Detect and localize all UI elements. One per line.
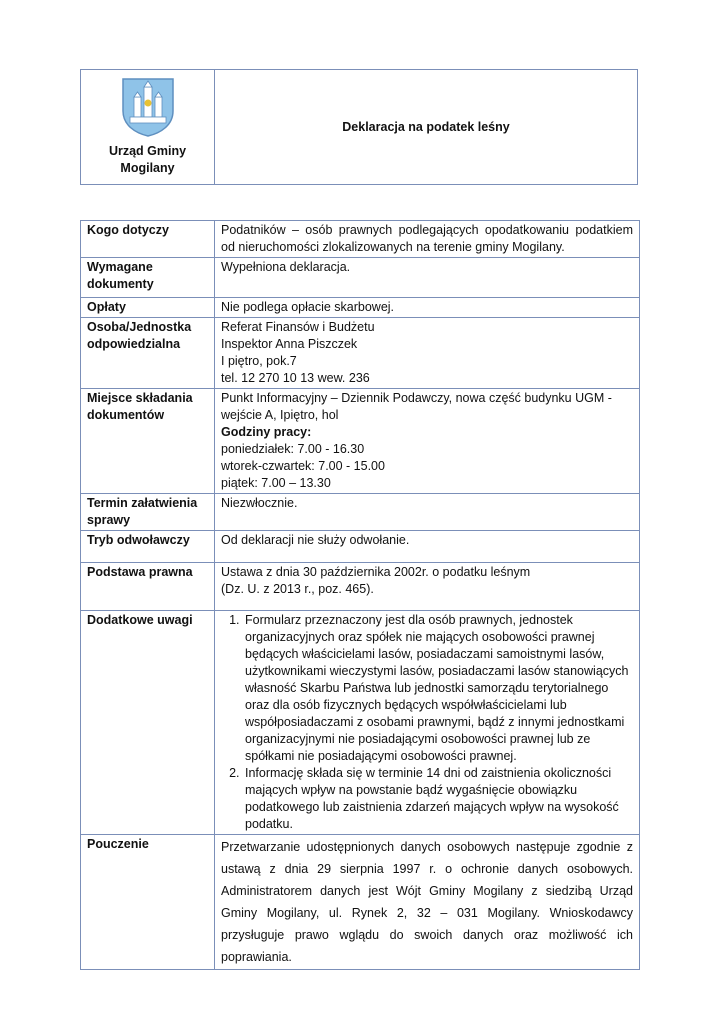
org-name-line1: Urząd Gminy <box>108 144 187 158</box>
podstawa-value <box>215 563 640 611</box>
osoba-label <box>81 318 215 389</box>
godziny-line: poniedziałek: 7.00 - 16.30 <box>221 442 365 456</box>
wymagane-label-line1: Wymagane <box>87 260 153 274</box>
godziny-line: piątek: 7.00 – 13.30 <box>221 476 331 490</box>
godziny-line: wtorek-czwartek: 7.00 - 15.00 <box>221 459 385 473</box>
tryb-value: Od deklaracji nie służy odwołanie. <box>215 531 640 563</box>
table-row <box>81 531 640 563</box>
list-item: 1. Formularz przeznaczony jest dla osób prawnych, jednostek organizacyjnych oraz spółek nie mających osobowości prawnej będących właścicielami lasów, posiadaczami samoistnymi lasów, użytkownikami wieczystymi lasów, posiadaczami lasów stanowiących własność Skarbu Państwa lub jednostki samorządu terytorialnego oraz dla osób fizycznych będących współwłaścicielami lub współposiadaczami z osobami prawnymi, bądź z innymi jednostkami organizacyjnymi nie posiadającymi osobowości prawnej lub ze spółkami nie posiadającymi osobowości prawnej. <box>243 612 633 765</box>
table-row <box>81 835 640 970</box>
miejsce-line: wejście A, Ipiętro, hol <box>221 408 339 422</box>
termin-label <box>81 494 215 531</box>
oplaty-value: Nie podlega opłacie skarbowej. <box>215 298 640 318</box>
table-row <box>81 611 640 835</box>
osoba-line: I piętro, pok.7 <box>221 354 297 368</box>
miejsce-value <box>215 389 640 494</box>
osoba-line: Inspektor Anna Piszczek <box>221 337 358 351</box>
wymagane-label-line2: dokumenty <box>87 277 154 291</box>
termin-label-line1: Termin załatwienia <box>87 496 198 510</box>
podstawa-line: (Dz. U. z 2013 r., poz. 465). <box>221 582 374 596</box>
podstawa-line: Ustawa z dnia 30 października 2002r. o podatku leśnym <box>221 565 531 579</box>
tryb-label: Tryb odwoławczy <box>81 531 215 563</box>
podstawa-label: Podstawa prawna <box>81 563 215 611</box>
table-row <box>81 389 640 494</box>
termin-value: Niezwłocznie. <box>215 494 640 531</box>
osoba-value <box>215 318 640 389</box>
kogo-label: Kogo dotyczy <box>81 221 215 258</box>
osoba-label-line1: Osoba/Jednostka <box>87 320 192 334</box>
miejsce-line: Punkt Informacyjny – Dziennik Podawczy, nowa część budynku UGM - <box>221 391 612 405</box>
uwagi-list <box>221 612 633 833</box>
table-row <box>81 221 640 258</box>
document-title: Deklaracja na podatek leśny <box>215 70 638 185</box>
table-row <box>81 494 640 531</box>
osoba-line: tel. 12 270 10 13 wew. 236 <box>221 371 370 385</box>
osoba-line: Referat Finansów i Budżetu <box>221 320 375 334</box>
osoba-label-line2: odpowiedzialna <box>87 337 181 351</box>
pouczenie-value: Przetwarzanie udostępnionych danych osobowych następuje zgodnie z ustawą z dnia 29 sierpnia 1997 r. o ochronie danych osobowych. Administratorem danych jest Wójt Gminy Mogilany z siedzibą Urząd Gminy Mogilany, ul. Rynek 2, 32 – 031 Mogilany. Wnioskodawcy przysługuje prawo wglądu do swoich danych oraz możliwość ich poprawiania. <box>215 835 640 970</box>
miejsce-label-line1: Miejsce składania <box>87 391 193 405</box>
table-row <box>81 563 640 611</box>
termin-label-line2: sprawy <box>87 513 131 527</box>
oplaty-label: Opłaty <box>81 298 215 318</box>
list-item: 2. Informację składa się w terminie 14 dni od zaistnienia okoliczności mających wpływ na powstanie bądź wygaśnięcie obowiązku podatkowego lub zaistnienia zdarzeń mających wpływ na wysokość podatku. <box>243 765 633 833</box>
wymagane-value: Wypełniona deklaracja. <box>215 258 640 298</box>
org-cell <box>81 70 215 185</box>
table-row <box>81 318 640 389</box>
org-name-line2: Mogilany <box>120 161 175 175</box>
table-row <box>81 258 640 298</box>
miejsce-label-line2: dokumentów <box>87 408 165 422</box>
pouczenie-label: Pouczenie <box>81 835 215 970</box>
header-table <box>80 69 638 185</box>
kogo-value: Podatników – osób prawnych podlegających opodatkowaniu podatkiem od nieruchomości zlokalizowanych na terenie gminy Mogilany. <box>215 221 640 258</box>
godziny-label: Godziny pracy: <box>221 425 312 439</box>
wymagane-label <box>81 258 215 298</box>
uwagi-label: Dodatkowe uwagi <box>81 611 215 835</box>
miejsce-label <box>81 389 215 494</box>
uwagi-value <box>215 611 640 835</box>
info-table <box>80 220 640 970</box>
coat-of-arms-icon <box>121 77 175 137</box>
table-row <box>81 298 640 318</box>
